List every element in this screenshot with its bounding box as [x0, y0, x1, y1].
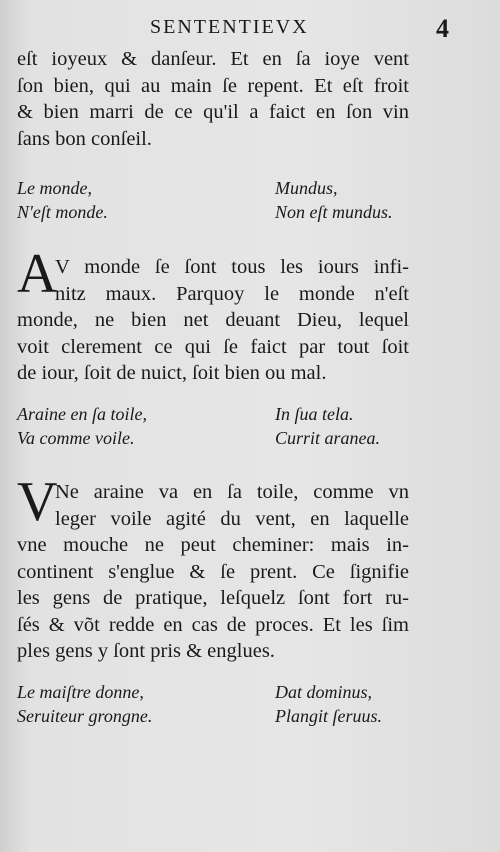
proverb-row — [17, 200, 400, 224]
text-line: les gens de pratique, leſquelz ſont fort ru- — [17, 587, 409, 609]
text-line: ples gens y ſont pris & englues. — [17, 640, 275, 662]
proverb-block-1 — [17, 176, 400, 224]
proverb-row — [17, 426, 400, 450]
running-head: SENTENTIEVX — [150, 16, 309, 38]
text-line: ſans bon conſeil. — [17, 127, 152, 150]
proverb-latin: Dat dominus, — [275, 682, 373, 702]
proverb-french: Le monde, — [17, 178, 92, 198]
drop-cap: V — [17, 471, 58, 533]
text-line: continent s'englue & ſe prent. Ce ſignifie — [17, 560, 409, 583]
text-line: monde, ne bien net deuant Dieu, lequel — [17, 309, 409, 331]
text-line: V monde ſe ſont tous les iours infi- — [55, 256, 409, 278]
text-line: Ne araine va en ſa toile, comme vn — [55, 481, 409, 503]
text-line: eſt ioyeux & danſeur. Et en ſa ioye vent — [17, 48, 409, 70]
text-line: ſés & võt redde en cas de proces. Et les ſim — [17, 613, 409, 636]
proverb-latin: Non eſt mundus. — [275, 202, 393, 222]
proverb-block-3 — [17, 680, 400, 728]
proverb-row — [17, 176, 400, 200]
text-line: vne mouche ne peut cheminer: mais in- — [17, 534, 409, 556]
proverb-french: Araine en ſa toile, — [17, 404, 147, 424]
paragraph-3 — [17, 479, 409, 665]
proverb-row — [17, 704, 400, 728]
proverb-french: Le maiſtre donne, — [17, 682, 144, 702]
proverb-latin: Mundus, — [275, 178, 338, 198]
paragraph-2 — [17, 254, 409, 387]
proverb-row — [17, 680, 400, 704]
text-line: nitz maux. Parquoy le monde n'eſt — [55, 282, 409, 305]
proverb-french: N'eſt monde. — [17, 202, 108, 222]
proverb-block-2 — [17, 402, 400, 450]
proverb-french: Seruiteur grongne. — [17, 706, 153, 726]
text-line: de iour, ſoit de nuict, ſoit bien ou mal. — [17, 362, 327, 384]
page-header — [0, 14, 500, 44]
proverb-latin: In ſua tela. — [275, 404, 354, 424]
proverb-latin: Currit aranea. — [275, 428, 381, 448]
text-line: leger voile agité du vent, en laquelle — [55, 507, 409, 530]
text-line: ſon bien, qui au main ſe repent. Et eſt froit — [17, 74, 409, 97]
proverb-french: Va comme voile. — [17, 428, 135, 448]
paragraph-1 — [17, 46, 409, 152]
text-line: voit clerement ce qui ſe faict par tout ſoit — [17, 335, 409, 358]
drop-cap: A — [17, 243, 58, 305]
proverb-row — [17, 402, 400, 426]
page-number: 4 — [436, 14, 449, 43]
proverb-latin: Plangit ſeruus. — [275, 706, 382, 726]
text-line: & bien marri de ce qu'il a faict en ſon vin — [17, 101, 409, 123]
